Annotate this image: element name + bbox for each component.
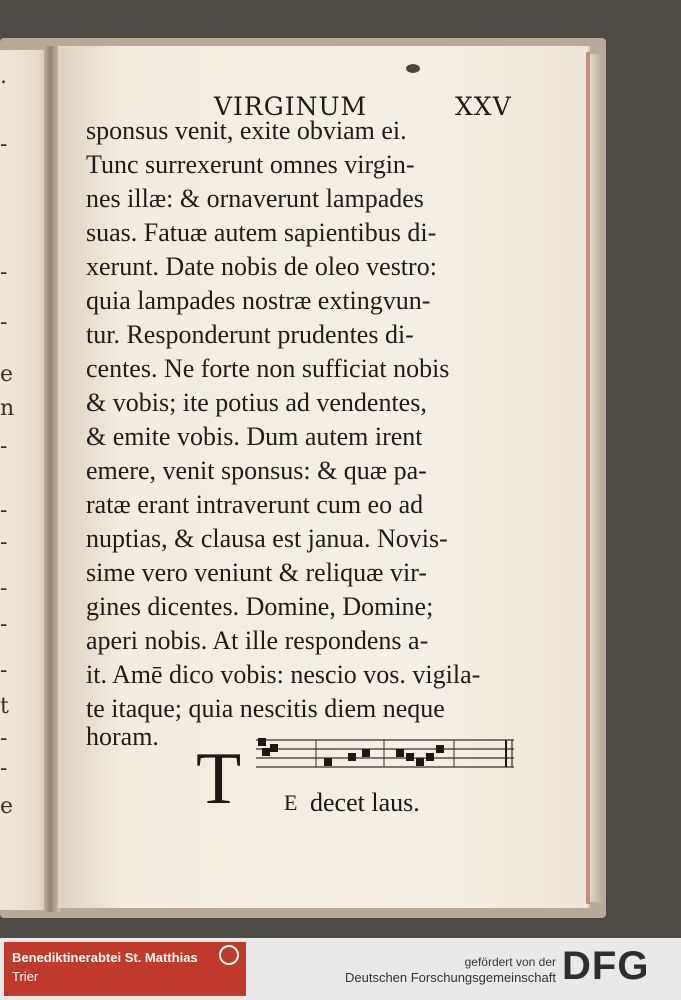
text-line: sponsus venit, exite obviam ei.: [86, 116, 407, 145]
funded-by-label: gefördert von der: [464, 955, 556, 969]
clef-mark: [262, 748, 270, 756]
chant-note: [362, 749, 370, 757]
left-page-fragment: -: [0, 756, 8, 781]
text-line: quia lampades nostræ extingvun-: [86, 286, 431, 315]
left-page-fragment: n: [0, 396, 15, 421]
text-line: & emite vobis. Dum autem irent: [86, 422, 423, 451]
chant-note: [270, 744, 278, 752]
chant-note: [348, 753, 356, 761]
chant-note: [396, 749, 404, 757]
left-page-fragment: -: [0, 498, 8, 523]
left-page-fragment: e: [0, 794, 14, 819]
text-line: ratæ erant intraverunt cum eo ad: [86, 490, 424, 519]
left-page-fragment: -: [0, 260, 8, 285]
clef-mark: [258, 738, 266, 746]
text-line: suas. Fatuæ autem sapientibus di-: [86, 218, 437, 247]
decorated-initial: T: [196, 738, 242, 820]
chant-first-letter: E: [284, 790, 298, 815]
chant-note: [436, 745, 444, 753]
page-block-edge: [590, 54, 602, 902]
chant-note: [416, 758, 424, 766]
text-line: Tunc surrexerunt omnes virgin-: [86, 150, 415, 179]
left-page-fragment: -: [0, 434, 8, 459]
text-line: tur. Responderunt prudentes di-: [86, 320, 414, 349]
institution-place: Trier: [12, 969, 39, 984]
chant-note: [406, 753, 414, 761]
text-line: it. Amē dico vobis: nescio vos. vigila-: [86, 660, 481, 689]
left-page-fragment: -: [0, 576, 8, 601]
chant-note: [426, 753, 434, 761]
text-line: te itaque; quia nescitis diem neque: [86, 694, 445, 723]
left-page-fragment: t: [0, 694, 9, 719]
left-page-fragment: e: [0, 362, 14, 387]
text-line: horam.: [86, 722, 159, 751]
text-line: aperi nobis. At ille respondens a-: [86, 626, 429, 655]
paper-hole: [406, 64, 420, 73]
left-page-fragment: -: [0, 132, 8, 157]
left-page-fragment: -: [0, 658, 8, 683]
dfg-logo[interactable]: DFG: [562, 944, 650, 988]
left-page-fragment: -: [0, 612, 8, 637]
abbey-logo-icon: [219, 945, 239, 965]
text-line: centes. Ne forte non sufficiat nobis: [86, 354, 450, 383]
text-line: sime vero veniunt & reliquæ vir-: [86, 558, 428, 587]
chant-note: [324, 758, 332, 766]
institution-name: Benediktinerabtei St. Matthias: [12, 950, 198, 965]
text-line: emere, venit sponsus: & quæ pa-: [86, 456, 427, 485]
chant-staff: [256, 736, 514, 774]
left-page-fragment: .: [0, 64, 7, 89]
text-line: gines dicentes. Domine, Domine;: [86, 592, 434, 621]
text-line: & vobis; ite potius ad vendentes,: [86, 388, 427, 417]
left-page-fragment: -: [0, 530, 8, 555]
funder-name: Deutschen Forschungsgemeinschaft: [344, 970, 556, 985]
text-line: nes illæ: & ornaverunt lampades: [86, 184, 424, 213]
running-head: VIRGINUM: [214, 92, 368, 121]
page-number: XXV: [455, 92, 512, 121]
left-page-fragment: -: [0, 310, 8, 335]
left-page-fragment: -: [0, 726, 8, 751]
text-line: xerunt. Date nobis de oleo vestro:: [86, 252, 437, 281]
left-page: [0, 50, 48, 910]
chant-text: decet laus.: [310, 788, 420, 817]
text-line: nuptias, & clausa est janua. Novis-: [86, 524, 448, 553]
